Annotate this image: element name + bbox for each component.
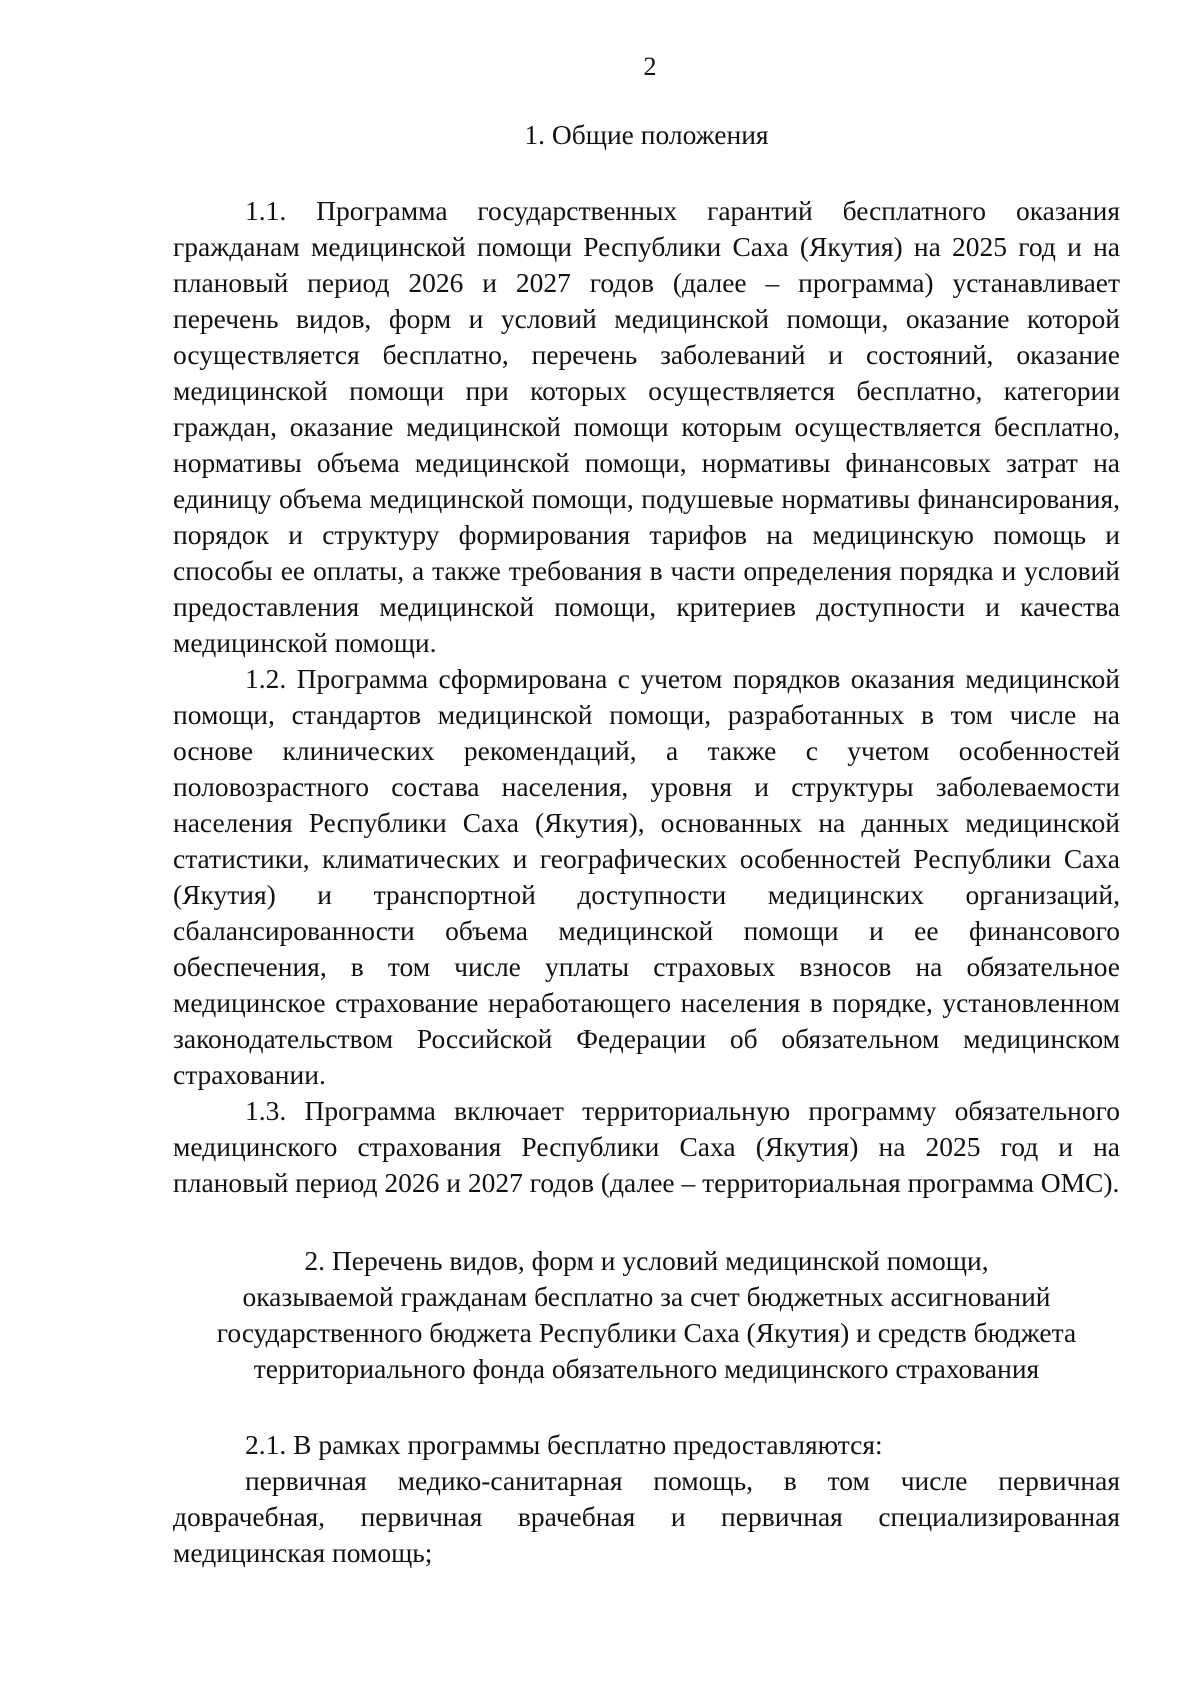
- document-body: [173, 117, 1120, 1571]
- paragraph-2-1-item: первичная медико-санитарная помощь, в том числе первичная доврачебная, первичная врачебная и первичная специализированная медицинская помощь;: [173, 1465, 1120, 1568]
- section-2-title-line: 2. Перечень видов, форм и условий медицинской помощи,: [304, 1245, 989, 1276]
- section-2-title-line: оказываемой гражданам бесплатно за счет бюджетных ассигнований: [242, 1281, 1051, 1312]
- section-2-title: [173, 1243, 1120, 1387]
- page-number: 2: [643, 52, 657, 81]
- section-2-title-line: территориального фонда обязательного медицинского страхования: [253, 1353, 1040, 1384]
- paragraph-2-1: 2.1. В рамках программы бесплатно предоставляются:: [245, 1429, 883, 1460]
- paragraph-1-3: 1.3. Программа включает территориальную программу обязательного медицинского страхования Республики Саха (Якутия) на 2025 год и на плановый период 2026 и 2027 годов (далее – территориальная программа ОМС).: [173, 1095, 1120, 1198]
- paragraph-1-2: 1.2. Программа сформирована с учетом порядков оказания медицинской помощи, стандартов медицинской помощи, разработанных в том числе на основе клинических рекомендаций, а также с учетом особенностей половозрастного состава населения, уровня и структуры заболеваемости населения Республики Саха (Якутия), основанных на данных медицинской статистики, климатических и географических особенностей Республики Саха (Якутия) и транспортной доступности медицинских организаций, сбалансированности объема медицинской помощи и ее финансового обеспечения, в том числе уплаты страховых взносов на обязательное медицинское страхование неработающего населения в порядке, установленном законодательством Российской Федерации об обязательном медицинском страховании.: [173, 663, 1120, 1090]
- section-1-title: 1. Общие положения: [524, 119, 769, 150]
- section-2-title-line: государственного бюджета Республики Саха (Якутия) и средств бюджета: [216, 1317, 1077, 1348]
- paragraph-1-1: 1.1. Программа государственных гарантий бесплатного оказания гражданам медицинской помощи Республики Саха (Якутия) на 2025 год и на плановый период 2026 и 2027 годов (далее – программа) устанавливает перечень видов, форм и условий медицинской помощи, оказание которой осуществляется бесплатно, перечень заболеваний и состояний, оказание медицинской помощи при которых осуществляется бесплатно, категории граждан, оказание медицинской помощи которым осуществляется бесплатно, нормативы объема медицинской помощи, нормативы финансовых затрат на единицу объема медицинской помощи, подушевые нормативы финансирования, порядок и структуру формирования тарифов на медицинскую помощь и способы ее оплаты, а также требования в части определения порядка и условий предоставления медицинской помощи, критериев доступности и качества медицинской помощи.: [173, 195, 1120, 658]
